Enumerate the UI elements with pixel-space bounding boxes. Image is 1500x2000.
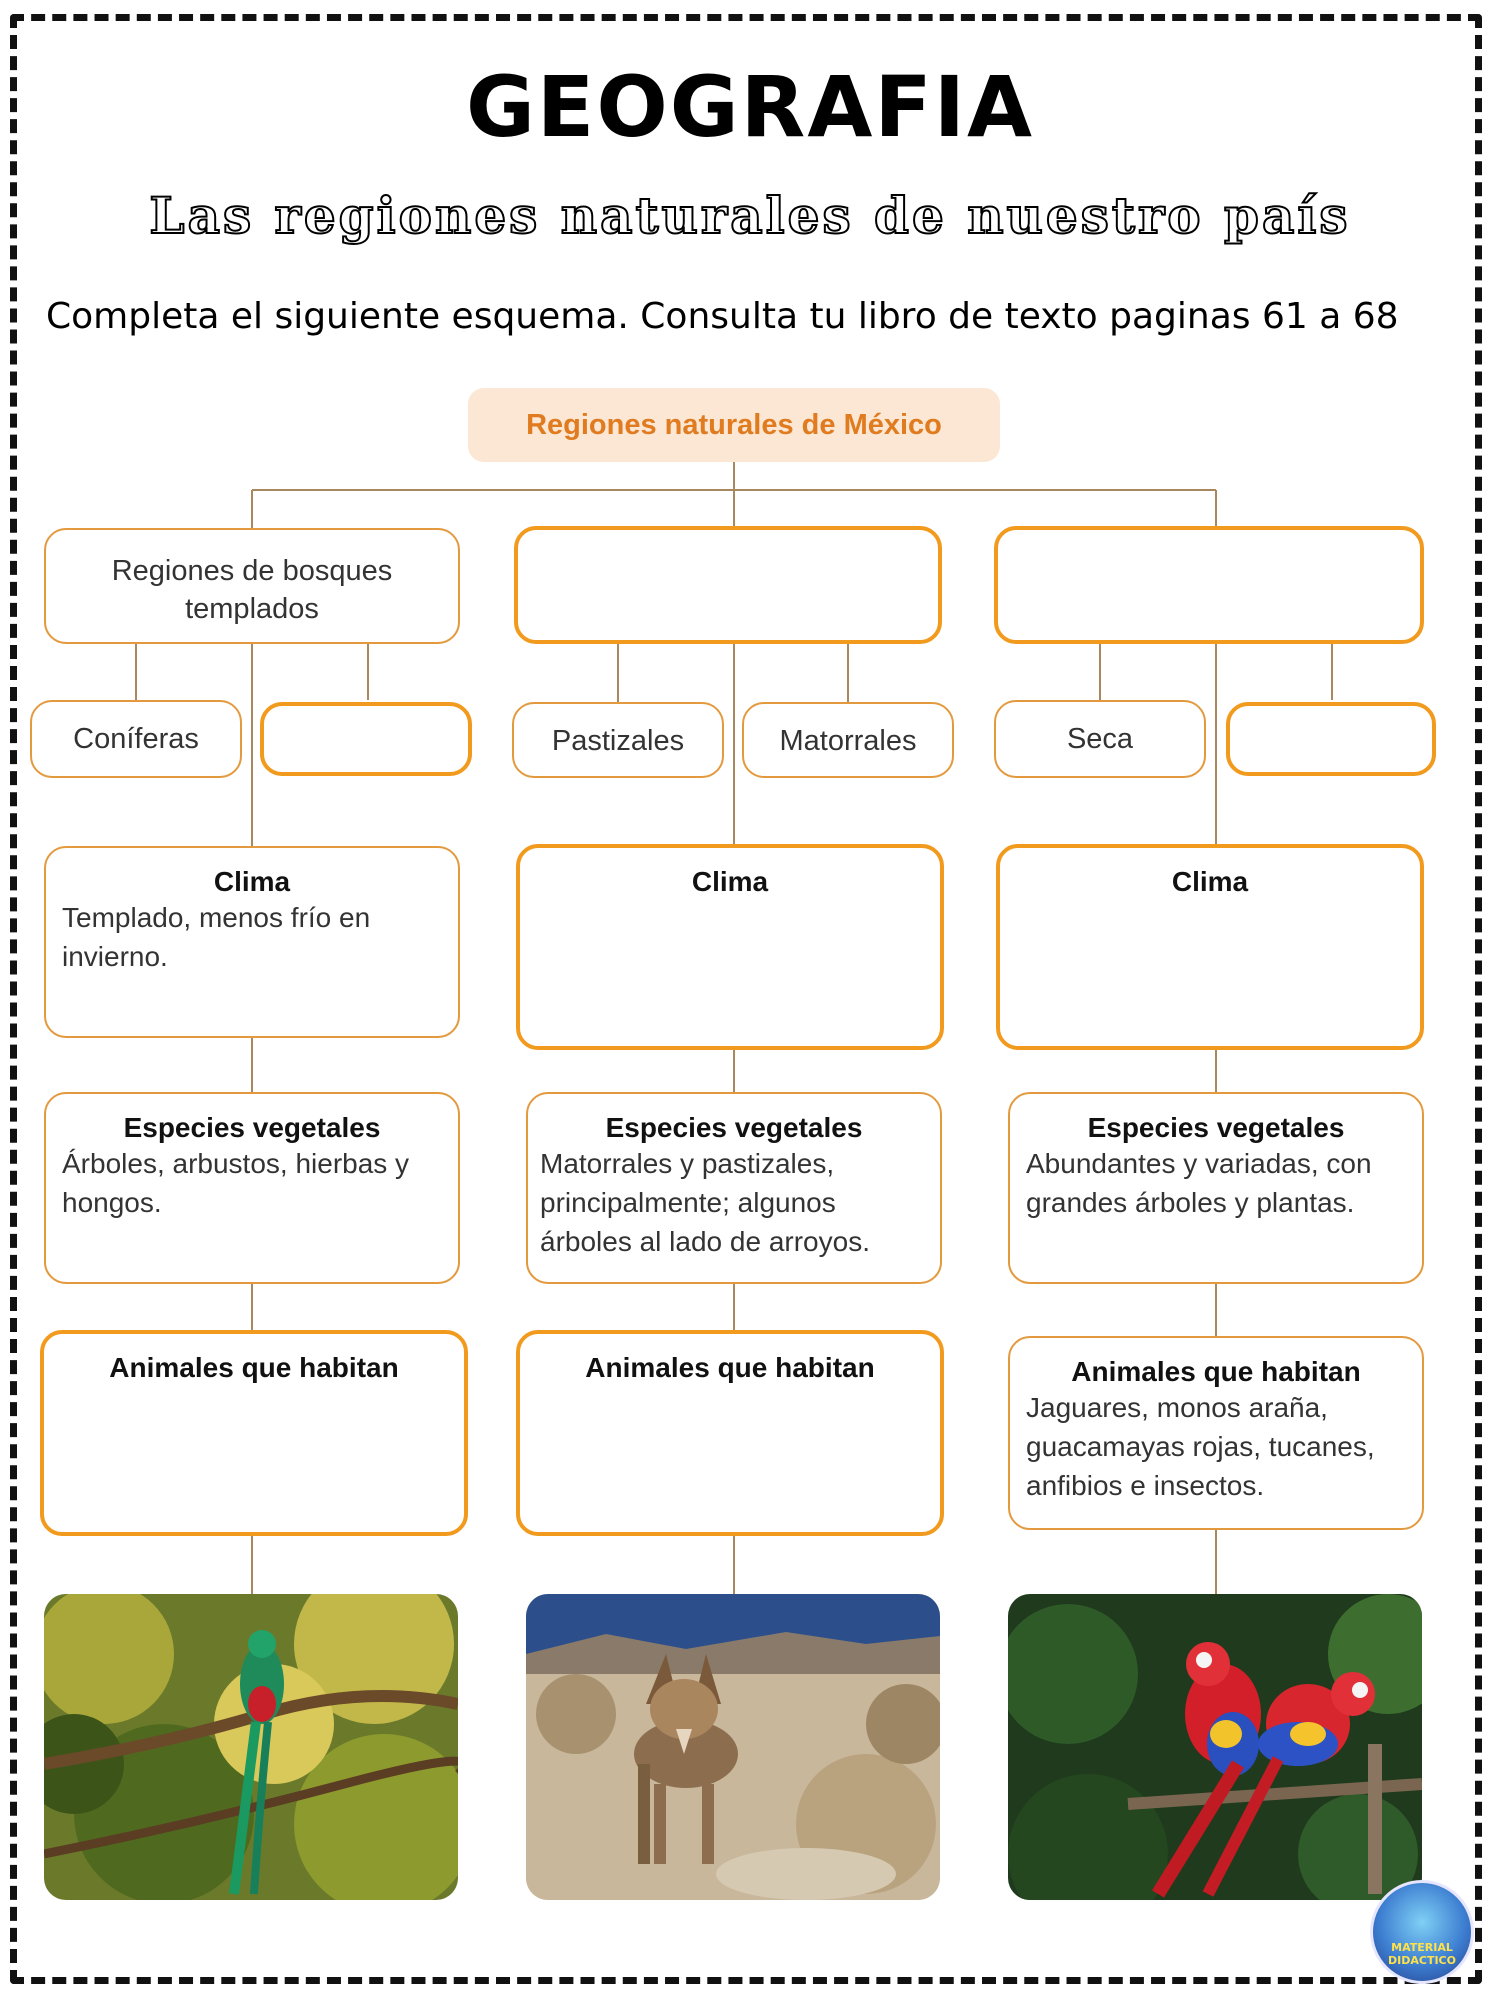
subtype-label: Pastizales	[551, 725, 685, 757]
page-title: GEOGRAFIA	[465, 58, 1035, 156]
especies-text: Matorrales y pastizales, principalmente; algunos árboles al lado de arroyos.	[540, 1148, 870, 1257]
subtype-box-1-2-blank[interactable]	[260, 702, 472, 776]
region-box-2-blank[interactable]	[514, 526, 942, 644]
animales-box-1-blank[interactable]	[40, 1330, 468, 1536]
especies-text: Árboles, arbustos, hierbas y hongos.	[62, 1148, 410, 1218]
subtype-label: Matorrales	[779, 725, 917, 757]
animales-text: Jaguares, monos araña, guacamayas rojas, tucanes, anfibios e insectos.	[1026, 1392, 1375, 1501]
subtype-box-2-1	[512, 702, 724, 778]
clima-heading: Clima	[213, 866, 291, 897]
clima-heading: Clima	[691, 866, 769, 897]
page-subtitle: Las regiones naturales de nuestro país	[149, 186, 1351, 245]
especies-box-3	[1008, 1092, 1424, 1284]
subtype-box-1-1	[30, 700, 242, 778]
coyote-photo	[526, 1594, 940, 1900]
animales-box-3	[1008, 1336, 1424, 1530]
quetzal-photo	[44, 1594, 458, 1900]
diagram-root: Regiones naturales de México	[468, 388, 1000, 462]
clima-box-2-blank[interactable]	[516, 844, 944, 1050]
subtype-box-2-2	[742, 702, 954, 778]
region-box-3-blank[interactable]	[994, 526, 1424, 644]
quetzal-illustration	[44, 1594, 458, 1900]
clima-box-1	[44, 846, 460, 1038]
macaws-photo	[1008, 1594, 1422, 1900]
material-didactico-logo	[1370, 1880, 1474, 1984]
animales-heading: Animales que habitan	[585, 1352, 875, 1383]
logo-text: MATERIAL DIDACTICO	[1388, 1941, 1456, 1967]
especies-box-2	[526, 1092, 942, 1284]
animales-heading: Animales que habitan	[1071, 1356, 1361, 1387]
region-box-1	[44, 528, 460, 644]
clima-text: Templado, menos frío en invierno.	[62, 902, 371, 972]
especies-heading: Especies vegetales	[123, 1112, 381, 1143]
especies-heading: Especies vegetales	[605, 1112, 863, 1143]
instruction-text: Completa el siguiente esquema. Consulta tu libro de texto paginas 61 a 68	[46, 296, 1399, 337]
animales-box-2-blank[interactable]	[516, 1330, 944, 1536]
clima-box-3-blank[interactable]	[996, 844, 1424, 1050]
animales-heading: Animales que habitan	[109, 1352, 399, 1383]
subtype-box-3-2-blank[interactable]	[1226, 702, 1436, 776]
region-name-1: Regiones de bosques templados	[111, 555, 393, 625]
region-name-3	[998, 530, 1420, 550]
coyote-illustration	[526, 1594, 940, 1900]
subtype-label: Coníferas	[73, 723, 199, 755]
especies-box-1	[44, 1092, 460, 1284]
region-name-2	[518, 530, 938, 550]
subtype-label: Seca	[1066, 723, 1134, 755]
macaws-illustration	[1008, 1594, 1422, 1900]
subtype-box-3-1	[994, 700, 1206, 778]
especies-heading: Especies vegetales	[1087, 1112, 1345, 1143]
especies-text: Abundantes y variadas, con grandes árboles y plantas.	[1026, 1148, 1372, 1218]
clima-heading: Clima	[1171, 866, 1249, 897]
